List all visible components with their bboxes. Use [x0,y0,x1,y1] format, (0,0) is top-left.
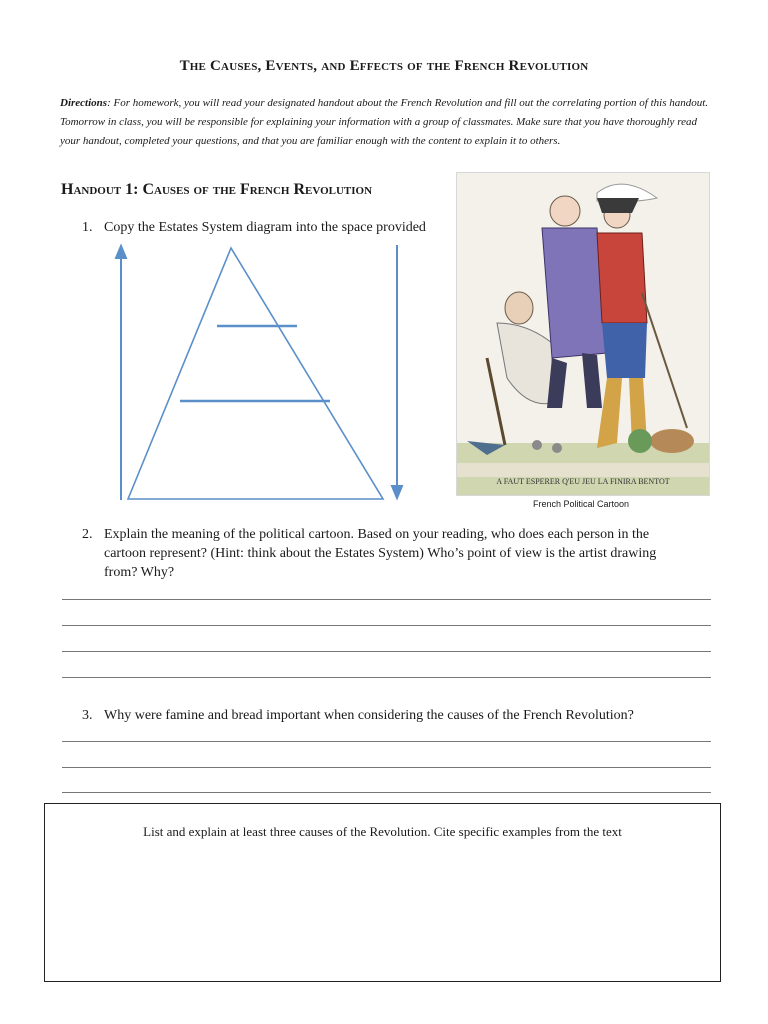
answer-line[interactable] [62,792,711,793]
estates-diagram [100,238,420,508]
answer-line[interactable] [62,767,711,768]
political-cartoon [456,172,710,496]
answer-line[interactable] [62,741,711,742]
causes-answer-box[interactable] [44,803,721,982]
directions-text: : For homework, you will read your designated handout about the French Revolution and fill out the correlating portion of this handout. Tomorrow in class, you will be responsible for explaining your information with a group of classmates. Make sure that you have thoroughly read your handout, completed your questions, and that you are familiar enough with the content to explain it to others. [60,97,709,147]
question-3 [82,706,702,726]
question-1-number: 1. [82,220,93,235]
question-3-number: 3. [82,708,93,723]
directions-paragraph [60,94,710,151]
cartoon-caption: French Political Cartoon [532,499,630,509]
question-2-line-1: Explain the meaning of the political cartoon. Based on your reading, who does each person in the [104,527,650,542]
cartoon-illustration [457,173,709,495]
answer-line[interactable] [62,599,711,600]
pyramid-outline [128,248,383,499]
box-prompt: List and explain at least three causes of the Revolution. Cite specific examples from the text [143,824,622,839]
page-title: The Causes, Events, and Effects of the French Revolution [179,58,589,74]
question-2 [82,525,702,585]
question-2-number: 2. [82,527,93,542]
question-2-line-2: cartoon represent? (Hint: think about the Estates System) Who’s point of view is the artist drawing [104,546,657,561]
handout-heading: Handout 1: Causes of the French Revolution [61,181,373,198]
question-1-text: Copy the Estates System diagram into the space provided [104,220,426,235]
down-arrow-head [392,486,402,498]
cartoon-inscription: A FAUT ESPERER Q'EU JEU LA FINIRA BENTOT [496,477,670,486]
answer-line[interactable] [62,677,711,678]
directions-label: Directions [60,97,108,109]
question-3-text: Why were famine and bread important when considering the causes of the French Revolution? [104,708,634,723]
answer-line[interactable] [62,651,711,652]
up-arrow-head [116,246,126,258]
answer-line[interactable] [62,625,711,626]
question-2-line-3: from? Why? [104,565,175,580]
question-1 [82,218,452,238]
